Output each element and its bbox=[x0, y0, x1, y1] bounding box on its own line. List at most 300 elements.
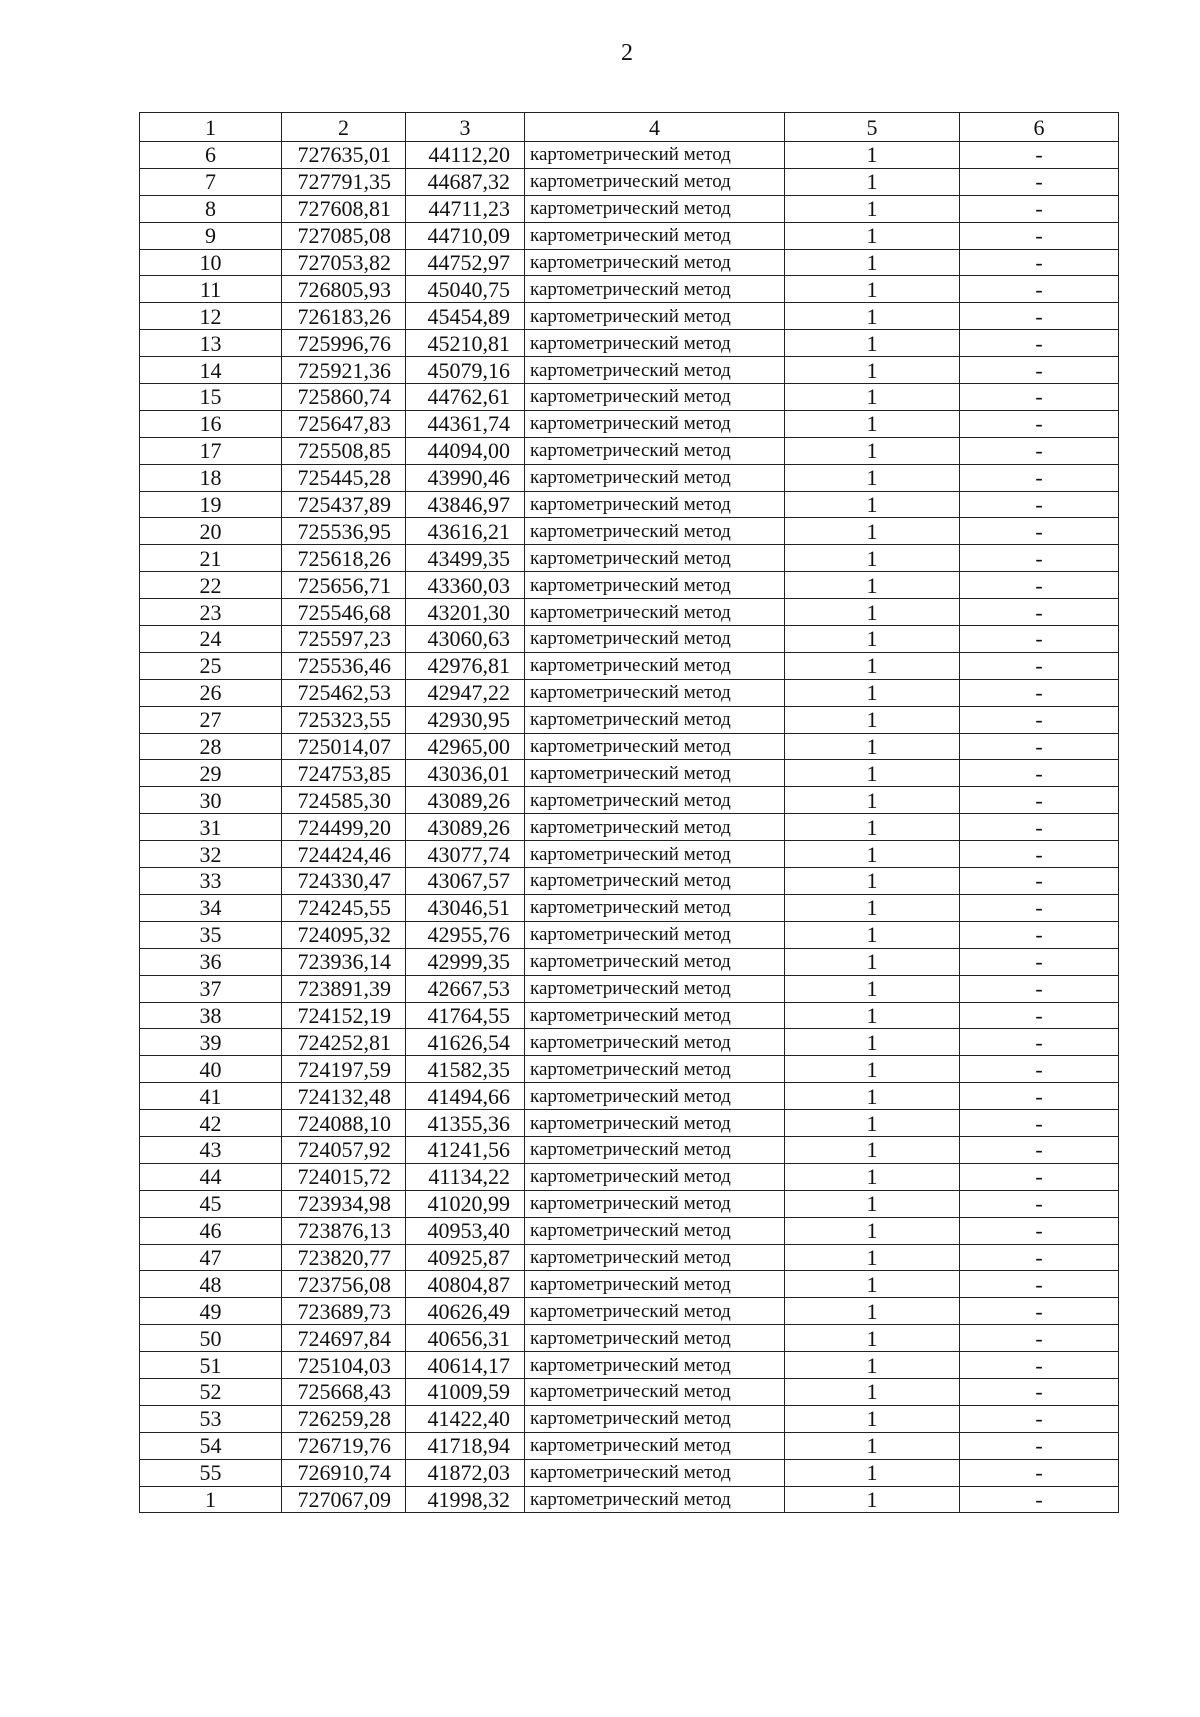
table-row bbox=[140, 276, 1119, 303]
cell-point-number: 51 bbox=[140, 1352, 282, 1379]
cell-accuracy: 1 bbox=[785, 491, 960, 518]
cell-accuracy: 1 bbox=[785, 1486, 960, 1513]
cell-description: - bbox=[960, 894, 1119, 921]
cell-x-coordinate: 724015,72 bbox=[282, 1163, 406, 1190]
cell-x-coordinate: 723934,98 bbox=[282, 1190, 406, 1217]
cell-method: картометрический метод bbox=[525, 1352, 785, 1379]
cell-point-number: 41 bbox=[140, 1083, 282, 1110]
cell-x-coordinate: 723756,08 bbox=[282, 1271, 406, 1298]
cell-point-number: 45 bbox=[140, 1190, 282, 1217]
cell-y-coordinate: 41422,40 bbox=[406, 1405, 525, 1432]
cell-point-number: 54 bbox=[140, 1432, 282, 1459]
cell-x-coordinate: 724252,81 bbox=[282, 1029, 406, 1056]
header-y: 3 bbox=[406, 113, 525, 142]
cell-method: картометрический метод bbox=[525, 437, 785, 464]
cell-description: - bbox=[960, 1244, 1119, 1271]
cell-description: - bbox=[960, 1163, 1119, 1190]
cell-y-coordinate: 43990,46 bbox=[406, 464, 525, 491]
cell-point-number: 27 bbox=[140, 706, 282, 733]
table-row bbox=[140, 1190, 1119, 1217]
cell-description: - bbox=[960, 599, 1119, 626]
cell-accuracy: 1 bbox=[785, 1432, 960, 1459]
table-row bbox=[140, 1136, 1119, 1163]
cell-y-coordinate: 42947,22 bbox=[406, 679, 525, 706]
cell-accuracy: 1 bbox=[785, 195, 960, 222]
cell-method: картометрический метод bbox=[525, 626, 785, 653]
table-row bbox=[140, 222, 1119, 249]
table-row bbox=[140, 384, 1119, 411]
cell-description: - bbox=[960, 1298, 1119, 1325]
cell-accuracy: 1 bbox=[785, 1352, 960, 1379]
table-row bbox=[140, 733, 1119, 760]
cell-x-coordinate: 727067,09 bbox=[282, 1486, 406, 1513]
table-row bbox=[140, 1163, 1119, 1190]
table-row bbox=[140, 1217, 1119, 1244]
cell-description: - bbox=[960, 330, 1119, 357]
cell-x-coordinate: 724057,92 bbox=[282, 1136, 406, 1163]
cell-method: картометрический метод bbox=[525, 168, 785, 195]
table-row bbox=[140, 1352, 1119, 1379]
cell-x-coordinate: 726719,76 bbox=[282, 1432, 406, 1459]
cell-description: - bbox=[960, 975, 1119, 1002]
cell-description: - bbox=[960, 1271, 1119, 1298]
table-row bbox=[140, 868, 1119, 895]
table-row bbox=[140, 1298, 1119, 1325]
cell-description: - bbox=[960, 1136, 1119, 1163]
cell-y-coordinate: 40656,31 bbox=[406, 1325, 525, 1352]
cell-point-number: 22 bbox=[140, 572, 282, 599]
cell-y-coordinate: 40614,17 bbox=[406, 1352, 525, 1379]
cell-x-coordinate: 723891,39 bbox=[282, 975, 406, 1002]
cell-y-coordinate: 44762,61 bbox=[406, 384, 525, 411]
table-row bbox=[140, 814, 1119, 841]
table-body bbox=[140, 142, 1119, 1513]
cell-point-number: 6 bbox=[140, 142, 282, 169]
cell-accuracy: 1 bbox=[785, 921, 960, 948]
cell-point-number: 26 bbox=[140, 679, 282, 706]
cell-y-coordinate: 41020,99 bbox=[406, 1190, 525, 1217]
table-row bbox=[140, 249, 1119, 276]
cell-description: - bbox=[960, 249, 1119, 276]
cell-accuracy: 1 bbox=[785, 572, 960, 599]
cell-point-number: 49 bbox=[140, 1298, 282, 1325]
cell-description: - bbox=[960, 357, 1119, 384]
cell-accuracy: 1 bbox=[785, 1083, 960, 1110]
cell-y-coordinate: 43077,74 bbox=[406, 841, 525, 868]
cell-accuracy: 1 bbox=[785, 1405, 960, 1432]
cell-method: картометрический метод bbox=[525, 384, 785, 411]
cell-method: картометрический метод bbox=[525, 1110, 785, 1137]
table-row bbox=[140, 303, 1119, 330]
cell-y-coordinate: 44094,00 bbox=[406, 437, 525, 464]
table-row bbox=[140, 1244, 1119, 1271]
cell-accuracy: 1 bbox=[785, 1029, 960, 1056]
cell-description: - bbox=[960, 868, 1119, 895]
table-row bbox=[140, 841, 1119, 868]
cell-method: картометрический метод bbox=[525, 948, 785, 975]
cell-method: картометрический метод bbox=[525, 1163, 785, 1190]
table-row bbox=[140, 679, 1119, 706]
cell-y-coordinate: 40953,40 bbox=[406, 1217, 525, 1244]
cell-method: картометрический метод bbox=[525, 518, 785, 545]
cell-y-coordinate: 45454,89 bbox=[406, 303, 525, 330]
cell-x-coordinate: 726183,26 bbox=[282, 303, 406, 330]
cell-x-coordinate: 727053,82 bbox=[282, 249, 406, 276]
cell-description: - bbox=[960, 1459, 1119, 1486]
cell-description: - bbox=[960, 733, 1119, 760]
table-row bbox=[140, 545, 1119, 572]
cell-x-coordinate: 726805,93 bbox=[282, 276, 406, 303]
cell-y-coordinate: 41998,32 bbox=[406, 1486, 525, 1513]
cell-point-number: 16 bbox=[140, 410, 282, 437]
cell-y-coordinate: 42976,81 bbox=[406, 652, 525, 679]
cell-y-coordinate: 45040,75 bbox=[406, 276, 525, 303]
cell-point-number: 20 bbox=[140, 518, 282, 545]
cell-x-coordinate: 725668,43 bbox=[282, 1378, 406, 1405]
cell-point-number: 31 bbox=[140, 814, 282, 841]
table-row bbox=[140, 437, 1119, 464]
table-row bbox=[140, 195, 1119, 222]
table-row bbox=[140, 626, 1119, 653]
cell-x-coordinate: 725546,68 bbox=[282, 599, 406, 626]
cell-description: - bbox=[960, 464, 1119, 491]
cell-description: - bbox=[960, 814, 1119, 841]
cell-point-number: 11 bbox=[140, 276, 282, 303]
cell-description: - bbox=[960, 1325, 1119, 1352]
cell-y-coordinate: 43060,63 bbox=[406, 626, 525, 653]
cell-accuracy: 1 bbox=[785, 303, 960, 330]
cell-point-number: 37 bbox=[140, 975, 282, 1002]
cell-y-coordinate: 41582,35 bbox=[406, 1056, 525, 1083]
page-number: 2 bbox=[621, 40, 633, 66]
cell-x-coordinate: 724753,85 bbox=[282, 760, 406, 787]
cell-accuracy: 1 bbox=[785, 841, 960, 868]
cell-point-number: 21 bbox=[140, 545, 282, 572]
cell-accuracy: 1 bbox=[785, 1002, 960, 1029]
cell-description: - bbox=[960, 706, 1119, 733]
table-row bbox=[140, 491, 1119, 518]
table-row bbox=[140, 760, 1119, 787]
table-row bbox=[140, 1271, 1119, 1298]
table-row bbox=[140, 572, 1119, 599]
cell-method: картометрический метод bbox=[525, 1217, 785, 1244]
cell-y-coordinate: 43616,21 bbox=[406, 518, 525, 545]
cell-description: - bbox=[960, 545, 1119, 572]
header-point-number: 1 bbox=[140, 113, 282, 142]
cell-description: - bbox=[960, 787, 1119, 814]
cell-accuracy: 1 bbox=[785, 868, 960, 895]
cell-x-coordinate: 725860,74 bbox=[282, 384, 406, 411]
cell-y-coordinate: 41872,03 bbox=[406, 1459, 525, 1486]
cell-x-coordinate: 723936,14 bbox=[282, 948, 406, 975]
cell-x-coordinate: 725656,71 bbox=[282, 572, 406, 599]
cell-method: картометрический метод bbox=[525, 303, 785, 330]
cell-method: картометрический метод bbox=[525, 814, 785, 841]
cell-y-coordinate: 44112,20 bbox=[406, 142, 525, 169]
cell-x-coordinate: 727635,01 bbox=[282, 142, 406, 169]
cell-accuracy: 1 bbox=[785, 437, 960, 464]
header-accuracy: 5 bbox=[785, 113, 960, 142]
table-row bbox=[140, 1378, 1119, 1405]
cell-x-coordinate: 724499,20 bbox=[282, 814, 406, 841]
cell-point-number: 34 bbox=[140, 894, 282, 921]
cell-x-coordinate: 724132,48 bbox=[282, 1083, 406, 1110]
table-row bbox=[140, 894, 1119, 921]
cell-method: картометрический метод bbox=[525, 330, 785, 357]
cell-y-coordinate: 42667,53 bbox=[406, 975, 525, 1002]
cell-point-number: 19 bbox=[140, 491, 282, 518]
cell-accuracy: 1 bbox=[785, 733, 960, 760]
cell-description: - bbox=[960, 168, 1119, 195]
cell-method: картометрический метод bbox=[525, 652, 785, 679]
cell-method: картометрический метод bbox=[525, 1029, 785, 1056]
cell-y-coordinate: 41355,36 bbox=[406, 1110, 525, 1137]
cell-method: картометрический метод bbox=[525, 545, 785, 572]
cell-y-coordinate: 41134,22 bbox=[406, 1163, 525, 1190]
cell-method: картометрический метод bbox=[525, 706, 785, 733]
table-row bbox=[140, 1459, 1119, 1486]
cell-point-number: 12 bbox=[140, 303, 282, 330]
table-row bbox=[140, 599, 1119, 626]
cell-accuracy: 1 bbox=[785, 1110, 960, 1137]
cell-y-coordinate: 43036,01 bbox=[406, 760, 525, 787]
cell-accuracy: 1 bbox=[785, 626, 960, 653]
cell-description: - bbox=[960, 921, 1119, 948]
cell-y-coordinate: 45210,81 bbox=[406, 330, 525, 357]
cell-y-coordinate: 41241,56 bbox=[406, 1136, 525, 1163]
cell-method: картометрический метод bbox=[525, 1432, 785, 1459]
cell-method: картометрический метод bbox=[525, 841, 785, 868]
coordinates-table bbox=[139, 112, 1119, 1513]
cell-y-coordinate: 40925,87 bbox=[406, 1244, 525, 1271]
cell-y-coordinate: 41626,54 bbox=[406, 1029, 525, 1056]
cell-x-coordinate: 725437,89 bbox=[282, 491, 406, 518]
cell-x-coordinate: 724585,30 bbox=[282, 787, 406, 814]
cell-method: картометрический метод bbox=[525, 222, 785, 249]
cell-accuracy: 1 bbox=[785, 384, 960, 411]
cell-accuracy: 1 bbox=[785, 948, 960, 975]
table-row bbox=[140, 921, 1119, 948]
cell-method: картометрический метод bbox=[525, 921, 785, 948]
cell-method: картометрический метод bbox=[525, 1190, 785, 1217]
table-row bbox=[140, 1110, 1119, 1137]
cell-description: - bbox=[960, 276, 1119, 303]
cell-y-coordinate: 41494,66 bbox=[406, 1083, 525, 1110]
cell-description: - bbox=[960, 222, 1119, 249]
cell-description: - bbox=[960, 652, 1119, 679]
cell-point-number: 50 bbox=[140, 1325, 282, 1352]
cell-x-coordinate: 726910,74 bbox=[282, 1459, 406, 1486]
table-row bbox=[140, 1432, 1119, 1459]
cell-x-coordinate: 725462,53 bbox=[282, 679, 406, 706]
cell-description: - bbox=[960, 518, 1119, 545]
cell-description: - bbox=[960, 303, 1119, 330]
cell-accuracy: 1 bbox=[785, 249, 960, 276]
cell-accuracy: 1 bbox=[785, 894, 960, 921]
cell-point-number: 39 bbox=[140, 1029, 282, 1056]
cell-method: картометрический метод bbox=[525, 733, 785, 760]
cell-x-coordinate: 723689,73 bbox=[282, 1298, 406, 1325]
cell-description: - bbox=[960, 195, 1119, 222]
cell-method: картометрический метод bbox=[525, 464, 785, 491]
cell-method: картометрический метод bbox=[525, 787, 785, 814]
cell-accuracy: 1 bbox=[785, 1136, 960, 1163]
cell-point-number: 43 bbox=[140, 1136, 282, 1163]
cell-description: - bbox=[960, 1352, 1119, 1379]
cell-description: - bbox=[960, 410, 1119, 437]
cell-method: картометрический метод bbox=[525, 1459, 785, 1486]
cell-description: - bbox=[960, 679, 1119, 706]
cell-point-number: 53 bbox=[140, 1405, 282, 1432]
cell-y-coordinate: 43089,26 bbox=[406, 787, 525, 814]
cell-description: - bbox=[960, 1002, 1119, 1029]
cell-method: картометрический метод bbox=[525, 572, 785, 599]
cell-accuracy: 1 bbox=[785, 1163, 960, 1190]
cell-point-number: 30 bbox=[140, 787, 282, 814]
cell-method: картометрический метод bbox=[525, 1405, 785, 1432]
cell-accuracy: 1 bbox=[785, 276, 960, 303]
table-row bbox=[140, 1083, 1119, 1110]
table-row bbox=[140, 168, 1119, 195]
cell-method: картометрический метод bbox=[525, 1298, 785, 1325]
cell-y-coordinate: 43201,30 bbox=[406, 599, 525, 626]
cell-point-number: 7 bbox=[140, 168, 282, 195]
cell-accuracy: 1 bbox=[785, 1325, 960, 1352]
cell-x-coordinate: 723820,77 bbox=[282, 1244, 406, 1271]
cell-method: картометрический метод bbox=[525, 195, 785, 222]
cell-x-coordinate: 724152,19 bbox=[282, 1002, 406, 1029]
cell-method: картометрический метод bbox=[525, 357, 785, 384]
cell-y-coordinate: 41764,55 bbox=[406, 1002, 525, 1029]
header-x: 2 bbox=[282, 113, 406, 142]
cell-accuracy: 1 bbox=[785, 464, 960, 491]
cell-method: картометрический метод bbox=[525, 760, 785, 787]
cell-y-coordinate: 44361,74 bbox=[406, 410, 525, 437]
cell-description: - bbox=[960, 760, 1119, 787]
cell-y-coordinate: 43499,35 bbox=[406, 545, 525, 572]
cell-method: картометрический метод bbox=[525, 1325, 785, 1352]
cell-x-coordinate: 727608,81 bbox=[282, 195, 406, 222]
cell-description: - bbox=[960, 1029, 1119, 1056]
cell-point-number: 25 bbox=[140, 652, 282, 679]
cell-accuracy: 1 bbox=[785, 545, 960, 572]
cell-y-coordinate: 44752,97 bbox=[406, 249, 525, 276]
cell-x-coordinate: 725647,83 bbox=[282, 410, 406, 437]
cell-point-number: 23 bbox=[140, 599, 282, 626]
cell-accuracy: 1 bbox=[785, 814, 960, 841]
table-row bbox=[140, 1325, 1119, 1352]
cell-accuracy: 1 bbox=[785, 1056, 960, 1083]
cell-x-coordinate: 725618,26 bbox=[282, 545, 406, 572]
cell-point-number: 35 bbox=[140, 921, 282, 948]
cell-y-coordinate: 43046,51 bbox=[406, 894, 525, 921]
table-row bbox=[140, 142, 1119, 169]
cell-method: картометрический метод bbox=[525, 142, 785, 169]
cell-description: - bbox=[960, 1432, 1119, 1459]
cell-description: - bbox=[960, 626, 1119, 653]
cell-description: - bbox=[960, 142, 1119, 169]
cell-description: - bbox=[960, 1056, 1119, 1083]
cell-y-coordinate: 44710,09 bbox=[406, 222, 525, 249]
cell-accuracy: 1 bbox=[785, 222, 960, 249]
cell-accuracy: 1 bbox=[785, 357, 960, 384]
table-row bbox=[140, 410, 1119, 437]
cell-accuracy: 1 bbox=[785, 1459, 960, 1486]
cell-method: картометрический метод bbox=[525, 1378, 785, 1405]
cell-y-coordinate: 41009,59 bbox=[406, 1378, 525, 1405]
cell-method: картометрический метод bbox=[525, 491, 785, 518]
cell-y-coordinate: 44687,32 bbox=[406, 168, 525, 195]
cell-y-coordinate: 40804,87 bbox=[406, 1271, 525, 1298]
cell-description: - bbox=[960, 1405, 1119, 1432]
cell-accuracy: 1 bbox=[785, 1244, 960, 1271]
cell-x-coordinate: 724197,59 bbox=[282, 1056, 406, 1083]
cell-method: картометрический метод bbox=[525, 410, 785, 437]
cell-point-number: 18 bbox=[140, 464, 282, 491]
cell-point-number: 48 bbox=[140, 1271, 282, 1298]
cell-point-number: 15 bbox=[140, 384, 282, 411]
cell-x-coordinate: 725921,36 bbox=[282, 357, 406, 384]
cell-method: картометрический метод bbox=[525, 1083, 785, 1110]
cell-method: картометрический метод bbox=[525, 249, 785, 276]
cell-x-coordinate: 725323,55 bbox=[282, 706, 406, 733]
cell-x-coordinate: 723876,13 bbox=[282, 1217, 406, 1244]
cell-method: картометрический метод bbox=[525, 276, 785, 303]
cell-y-coordinate: 45079,16 bbox=[406, 357, 525, 384]
cell-accuracy: 1 bbox=[785, 410, 960, 437]
cell-point-number: 28 bbox=[140, 733, 282, 760]
cell-description: - bbox=[960, 1217, 1119, 1244]
cell-x-coordinate: 724697,84 bbox=[282, 1325, 406, 1352]
cell-point-number: 13 bbox=[140, 330, 282, 357]
cell-point-number: 29 bbox=[140, 760, 282, 787]
cell-description: - bbox=[960, 491, 1119, 518]
cell-accuracy: 1 bbox=[785, 1298, 960, 1325]
cell-point-number: 8 bbox=[140, 195, 282, 222]
cell-point-number: 1 bbox=[140, 1486, 282, 1513]
cell-accuracy: 1 bbox=[785, 652, 960, 679]
cell-point-number: 32 bbox=[140, 841, 282, 868]
cell-x-coordinate: 725996,76 bbox=[282, 330, 406, 357]
cell-accuracy: 1 bbox=[785, 142, 960, 169]
cell-accuracy: 1 bbox=[785, 1217, 960, 1244]
table-row bbox=[140, 1029, 1119, 1056]
table-header-row bbox=[140, 113, 1119, 142]
cell-x-coordinate: 725104,03 bbox=[282, 1352, 406, 1379]
cell-y-coordinate: 42930,95 bbox=[406, 706, 525, 733]
table-row bbox=[140, 330, 1119, 357]
table-row bbox=[140, 357, 1119, 384]
cell-x-coordinate: 727791,35 bbox=[282, 168, 406, 195]
cell-y-coordinate: 42955,76 bbox=[406, 921, 525, 948]
cell-accuracy: 1 bbox=[785, 518, 960, 545]
cell-x-coordinate: 724095,32 bbox=[282, 921, 406, 948]
cell-point-number: 44 bbox=[140, 1163, 282, 1190]
cell-description: - bbox=[960, 841, 1119, 868]
cell-point-number: 17 bbox=[140, 437, 282, 464]
cell-x-coordinate: 725508,85 bbox=[282, 437, 406, 464]
cell-description: - bbox=[960, 1083, 1119, 1110]
cell-accuracy: 1 bbox=[785, 1378, 960, 1405]
cell-x-coordinate: 725014,07 bbox=[282, 733, 406, 760]
cell-x-coordinate: 725445,28 bbox=[282, 464, 406, 491]
cell-y-coordinate: 40626,49 bbox=[406, 1298, 525, 1325]
table-row bbox=[140, 652, 1119, 679]
cell-x-coordinate: 725536,95 bbox=[282, 518, 406, 545]
cell-description: - bbox=[960, 1378, 1119, 1405]
cell-point-number: 55 bbox=[140, 1459, 282, 1486]
cell-accuracy: 1 bbox=[785, 706, 960, 733]
